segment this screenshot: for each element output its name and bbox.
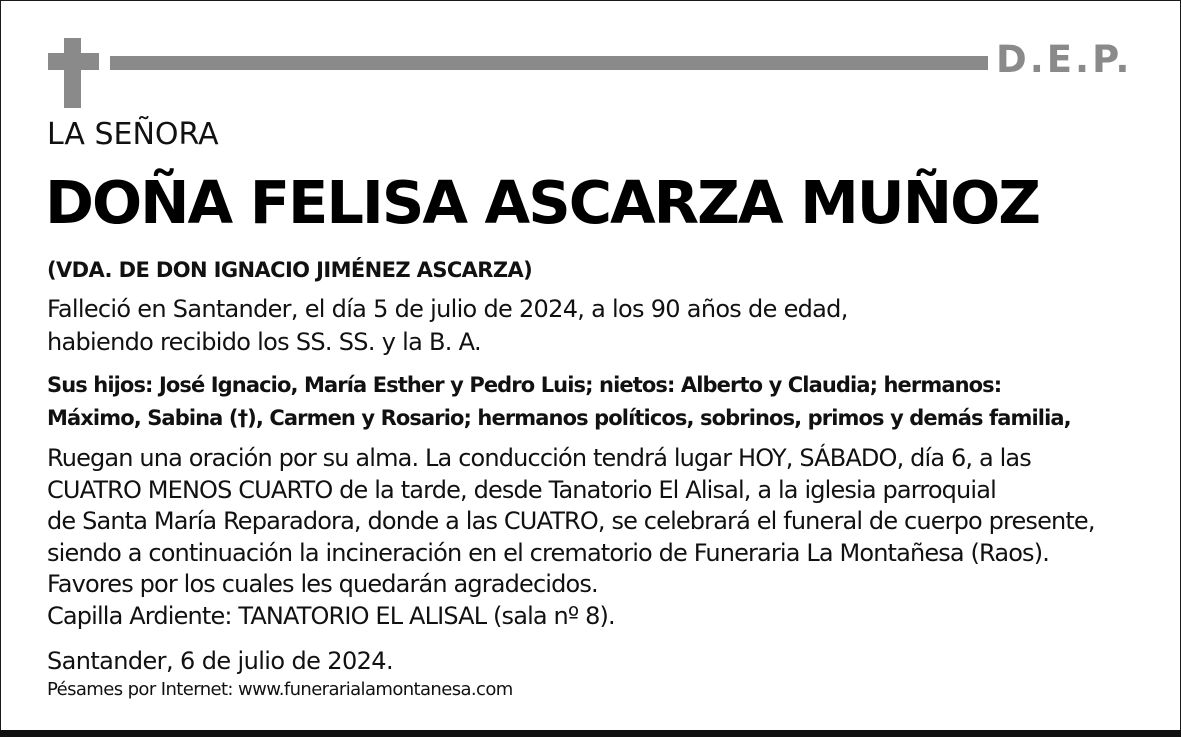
deceased-name: DOÑA FELISA ASCARZA MUÑOZ [45, 168, 1040, 237]
intro-label: LA SEÑORA [47, 117, 219, 152]
latin-cross-icon [48, 38, 99, 108]
service-line: Favores por los cuales les quedarán agradecidos. [47, 570, 598, 598]
family-line: Máximo, Sabina (†), Carmen y Rosario; hermanos políticos, sobrinos, primos y demás familia, [47, 406, 1071, 430]
service-line: CUATRO MENOS CUARTO de la tarde, desde Tanatorio El Alisal, a la iglesia parroquial [47, 475, 996, 504]
service-line: Capilla Ardiente: TANATORIO EL ALISAL (sala nº 8). [47, 601, 615, 630]
service-details [47, 443, 1095, 632]
condolences-link[interactable]: Pésames por Internet: www.funerarialamontanesa.com [47, 679, 513, 700]
service-line: de Santa María Reparadora, donde a las CUATRO, se celebrará el funeral de cuerpo presente, [47, 507, 1095, 535]
dep-badge: D.E.P. [996, 38, 1133, 81]
bottom-border [0, 730, 1181, 737]
family-list [47, 369, 1071, 435]
death-line: habiendo recibido los SS. SS. y la B. A. [47, 328, 481, 356]
service-line: siendo a continuación la incineración en el crematorio de Funeraria La Montañesa (Raos). [47, 538, 1049, 567]
header-divider [110, 56, 988, 70]
family-line: Sus hijos: José Ignacio, María Esther y Pedro Luis; nietos: Alberto y Claudia; hermanos: [47, 373, 1002, 397]
death-line: Falleció en Santander, el día 5 de julio de 2024, a los 90 años de edad, [47, 295, 848, 323]
service-line: Ruegan una oración por su alma. La conducción tendrá lugar HOY, SÁBADO, día 6, a las [47, 444, 1031, 472]
death-details [47, 293, 848, 359]
widow-of-line: (VDA. DE DON IGNACIO JIMÉNEZ ASCARZA) [47, 258, 533, 282]
place-date: Santander, 6 de julio de 2024. [47, 647, 393, 675]
